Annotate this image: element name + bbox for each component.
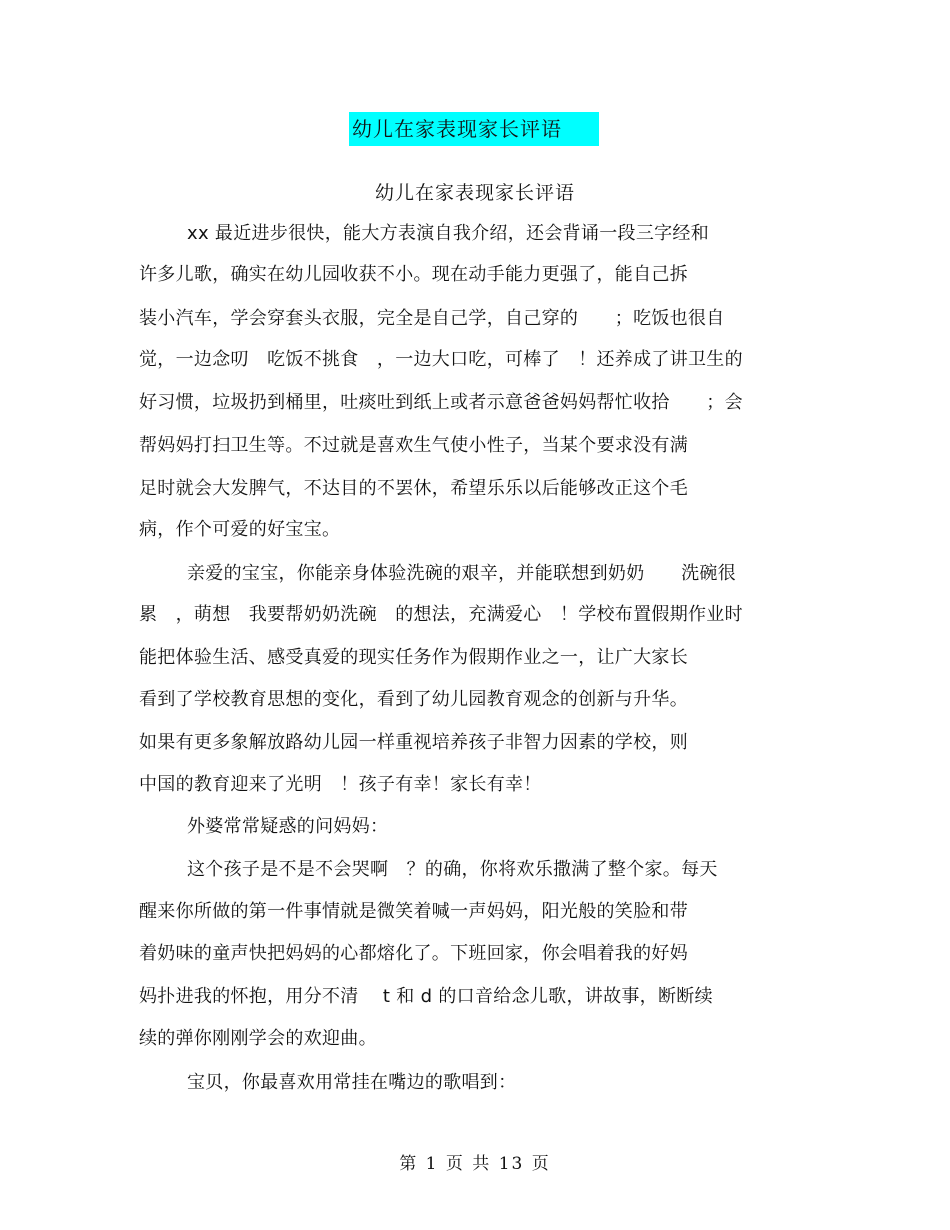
body-line: 帮妈妈打扫卫生等。不过就是喜欢生气使小性子，当某个要求没有满 — [139, 435, 688, 456]
body-line: 足时就会大发脾气，不达目的不罢休，希望乐乐以后能够改正这个毛 — [139, 478, 688, 499]
body-line: 外婆常常疑惑的问妈妈： — [187, 816, 389, 837]
body-line: 病，作个可爱的好宝宝。 — [139, 519, 341, 540]
body-line: 许多儿歌，确实在幼儿园收获不小。现在动手能力更强了，能自己拆 — [139, 264, 688, 285]
body-line: 好习惯，垃圾扔到桶里，吐痰吐到纸上或者示意爸爸妈妈帮忙收拾 ；会 — [139, 392, 743, 413]
body-line: 能把体验生活、感受真爱的现实任务作为假期作业之一，让广大家长 — [139, 647, 688, 668]
document-title: 幼儿在家表现家长评语 — [349, 112, 599, 146]
page-footer: 第 1 页 共 13 页 — [399, 1154, 551, 1174]
body-line: 装小汽车，学会穿套头衣服，完全是自己学，自己穿的 ；吃饭也很自 — [139, 308, 725, 329]
body-line: 如果有更多象解放路幼儿园一样重视培养孩子非智力因素的学校，则 — [139, 732, 688, 753]
body-line: 累 ，萌想 我要帮奶奶洗碗 的想法，充满爱心 ！学校布置假期作业时 — [139, 604, 743, 625]
body-line: 中国的教育迎来了光明 ！孩子有幸！家长有幸！ — [139, 774, 542, 795]
body-line: 宝贝，你最喜欢用常挂在嘴边的歌唱到： — [187, 1072, 517, 1093]
body-line: 妈扑进我的怀抱，用分不清 t 和 d 的口音给念儿歌，讲故事，断断续 — [139, 986, 713, 1007]
body-line: xx 最近进步很快，能大方表演自我介绍，还会背诵一段三字经和 — [187, 223, 710, 244]
body-line: 着奶味的童声快把妈妈的心都熔化了。下班回家，你会唱着我的好妈 — [139, 943, 688, 964]
body-line: 亲爱的宝宝，你能亲身体验洗碗的艰辛，并能联想到奶奶 洗碗很 — [187, 563, 736, 584]
body-line: 醒来你所做的第一件事情就是微笑着喊一声妈妈，阳光般的笑脸和带 — [139, 901, 688, 922]
body-line: 觉，一边念叨 吃饭不挑食 ，一边大口吃，可棒了 ！还养成了讲卫生的 — [139, 349, 743, 370]
body-line: 这个孩子是不是不会哭啊 ？的确，你将欢乐撒满了整个家。每天 — [187, 859, 718, 880]
body-line: 看到了学校教育思想的变化，看到了幼儿园教育观念的创新与升华。 — [139, 689, 688, 710]
document-subtitle: 幼儿在家表现家长评语 — [374, 182, 575, 204]
body-line: 续的弹你刚刚学会的欢迎曲。 — [139, 1028, 377, 1049]
